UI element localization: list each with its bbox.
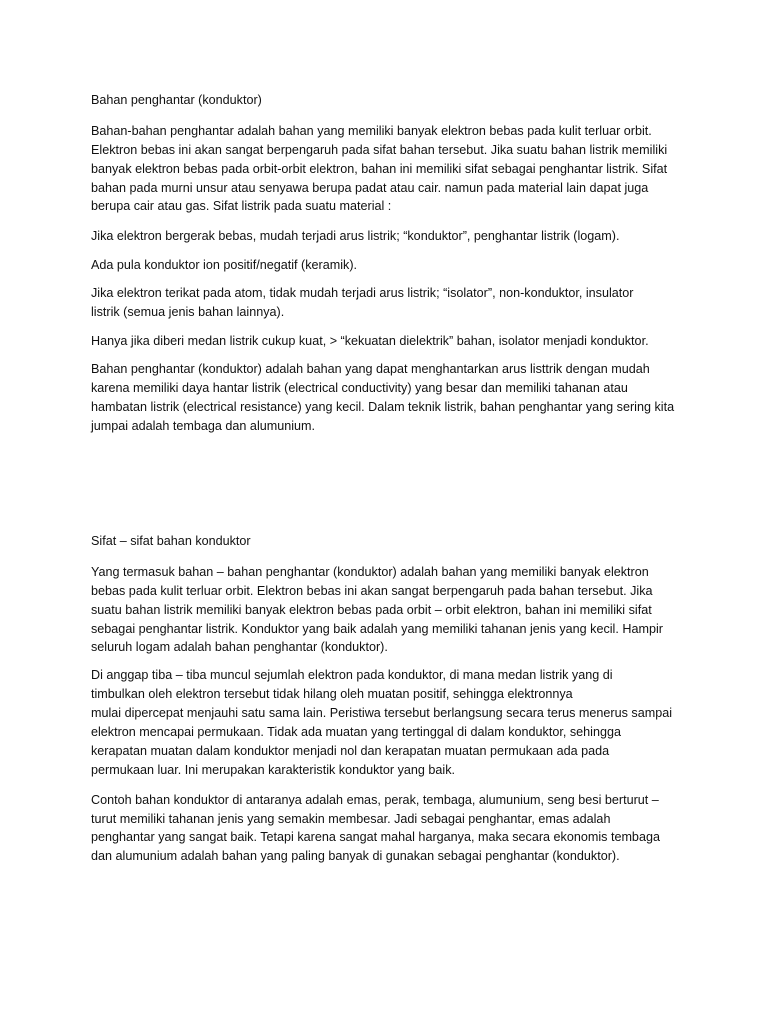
text-line: suatu bahan listrik memiliki banyak elektron bebas pada orbit – orbit elektron, bahan ini memiliki sifat xyxy=(91,603,652,617)
text-line: Bahan penghantar (konduktor) adalah bahan yang dapat menghantarkan arus listtrik dengan mudah xyxy=(91,362,650,376)
text-line: Contoh bahan konduktor di antaranya adalah emas, perak, tembaga, alumunium, seng besi berturut – xyxy=(91,793,659,807)
text-line: penghantar yang sangat baik. Tetapi karena sangat mahal harganya, maka secara ekonomis tembaga xyxy=(91,830,660,844)
text-line: Bahan-bahan penghantar adalah bahan yang memiliki banyak elektron bebas pada kulit terluar orbit. xyxy=(91,124,652,138)
text-line: hambatan listrik (electrical resistance) yang kecil. Dalam teknik listrik, bahan penghantar yang sering kita xyxy=(91,400,675,414)
section-heading-sifat: Sifat – sifat bahan konduktor xyxy=(91,534,251,548)
text-line: banyak elektron bebas pada orbit-orbit elektron, bahan ini memiliki sifat sebagai penghantar listrik. Sifat xyxy=(91,162,668,176)
paragraph-dielectric: Hanya jika diberi medan listrik cukup kuat, > “kekuatan dielektrik” bahan, isolator menjadi konduktor. xyxy=(91,334,649,348)
paragraph-free-electron: Jika elektron bergerak bebas, mudah terjadi arus listrik; “konduktor”, penghantar listrik (logam). xyxy=(91,229,620,243)
section-heading-konduktor: Bahan penghantar (konduktor) xyxy=(91,93,262,107)
text-line: timbulkan oleh elektron tersebut tidak hilang oleh muatan positif, sehingga elektronnya xyxy=(91,687,573,701)
text-line: turut memiliki tahanan jenis yang semakin membesar. Jadi sebagai penghantar, emas adalah xyxy=(91,812,611,826)
paragraph-ion-conductor: Ada pula konduktor ion positif/negatif (keramik). xyxy=(91,258,358,272)
text-line: permukaan luar. Ini merupakan karakteristik konduktor yang baik. xyxy=(91,763,456,777)
text-line: jumpai adalah tembaga dan alumunium. xyxy=(91,419,316,433)
text-line: berupa cair atau gas. Sifat listrik pada suatu material : xyxy=(91,199,392,213)
text-line: Di anggap tiba – tiba muncul sejumlah elektron pada konduktor, di mana medan listrik yang di xyxy=(91,668,613,682)
text-line: dan alumunium adalah bahan yang paling banyak di gunakan sebagai penghantar (konduktor). xyxy=(91,849,620,863)
text-line: Yang termasuk bahan – bahan penghantar (konduktor) adalah bahan yang memiliki banyak elektron xyxy=(91,565,649,579)
text-line: bebas pada kulit terluar orbit. Elektron bebas ini akan sangat berpengaruh pada bahan tersebut. Jika xyxy=(91,584,653,598)
text-line: Elektron bebas ini akan sangat berpengaruh pada sifat bahan tersebut. Jika suatu bahan listrik memiliki xyxy=(91,143,668,157)
text-line: kerapatan muatan dalam konduktor menjadi nol dan kerapatan muatan permukaan ada pada xyxy=(91,744,610,758)
text-line: seluruh logam adalah bahan penghantar (konduktor). xyxy=(91,640,388,654)
text-line: elektron mencapai permukaan. Tidak ada muatan yang tertinggal di dalam konduktor, sehingga xyxy=(91,725,621,739)
text-line: listrik (semua jenis bahan lainnya). xyxy=(91,305,285,319)
text-line: karena memiliki daya hantar listrik (electrical conductivity) yang besar dan memiliki tahanan atau xyxy=(91,381,628,395)
text-line: Jika elektron terikat pada atom, tidak mudah terjadi arus listrik; “isolator”, non-konduktor, insulator xyxy=(91,286,634,300)
text-line: bahan pada murni unsur atau senyawa berupa padat atau cair. namun pada material lain dapat juga xyxy=(91,181,649,195)
text-line: mulai dipercepat menjauhi satu sama lain. Peristiwa tersebut berlangsung secara terus menerus sampai xyxy=(91,706,673,720)
text-line: sebagai penghantar listrik. Konduktor yang baik adalah yang memiliki tahanan jenis yang kecil. Hampir xyxy=(91,622,663,636)
